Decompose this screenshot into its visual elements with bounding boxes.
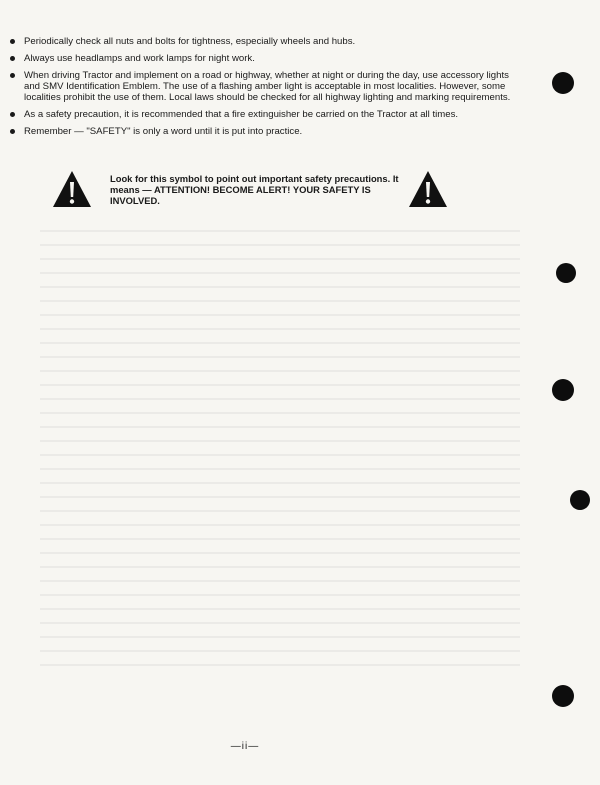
bullet-dot-icon (10, 73, 15, 78)
bullet-text: Always use headlamps and work lamps for night work. (24, 53, 255, 64)
safety-bullet-list (10, 36, 515, 143)
binder-hole (556, 263, 576, 283)
bullet-text: Periodically check all nuts and bolts for tightness, especially wheels and hubs. (24, 36, 356, 47)
bleed-through-texture (40, 230, 520, 700)
bullet-text: When driving Tractor and implement on a road or highway, whether at night or during the day, use accessory lights and SMV Identification Emblem. The use of a flashing amber light is acceptable in most localities. However, some localities prohibit the use of them. Local laws should be checked for all highway lighting and marking requirements. (24, 70, 511, 103)
safety-alert-text: Look for this symbol to point out important safety precautions. It means — ATTENTION! BECOME ALERT! YOUR SAFETY IS INVOLVED. (110, 173, 399, 206)
bullet-text: Remember — "SAFETY" is only a word until it is put into practice. (24, 126, 303, 137)
bullet-text: As a safety precaution, it is recommended that a fire extinguisher be carried on the Tractor at all times. (24, 109, 459, 120)
bullet-item (10, 53, 515, 64)
binder-hole (570, 490, 590, 510)
binder-hole (552, 379, 574, 401)
bullet-item (10, 109, 515, 120)
page-number: —ii— (230, 741, 260, 752)
bullet-item (10, 126, 515, 137)
bullet-item (10, 36, 515, 47)
binder-hole (552, 72, 574, 94)
bullet-item (10, 70, 515, 103)
bullet-dot-icon (10, 112, 15, 117)
binder-hole (552, 685, 574, 707)
bullet-dot-icon (10, 56, 15, 61)
warning-triangle-icon (408, 170, 448, 208)
bullet-dot-icon (10, 39, 15, 44)
warning-triangle-icon (52, 170, 92, 208)
bullet-dot-icon (10, 129, 15, 134)
safety-alert-notice (52, 170, 452, 210)
